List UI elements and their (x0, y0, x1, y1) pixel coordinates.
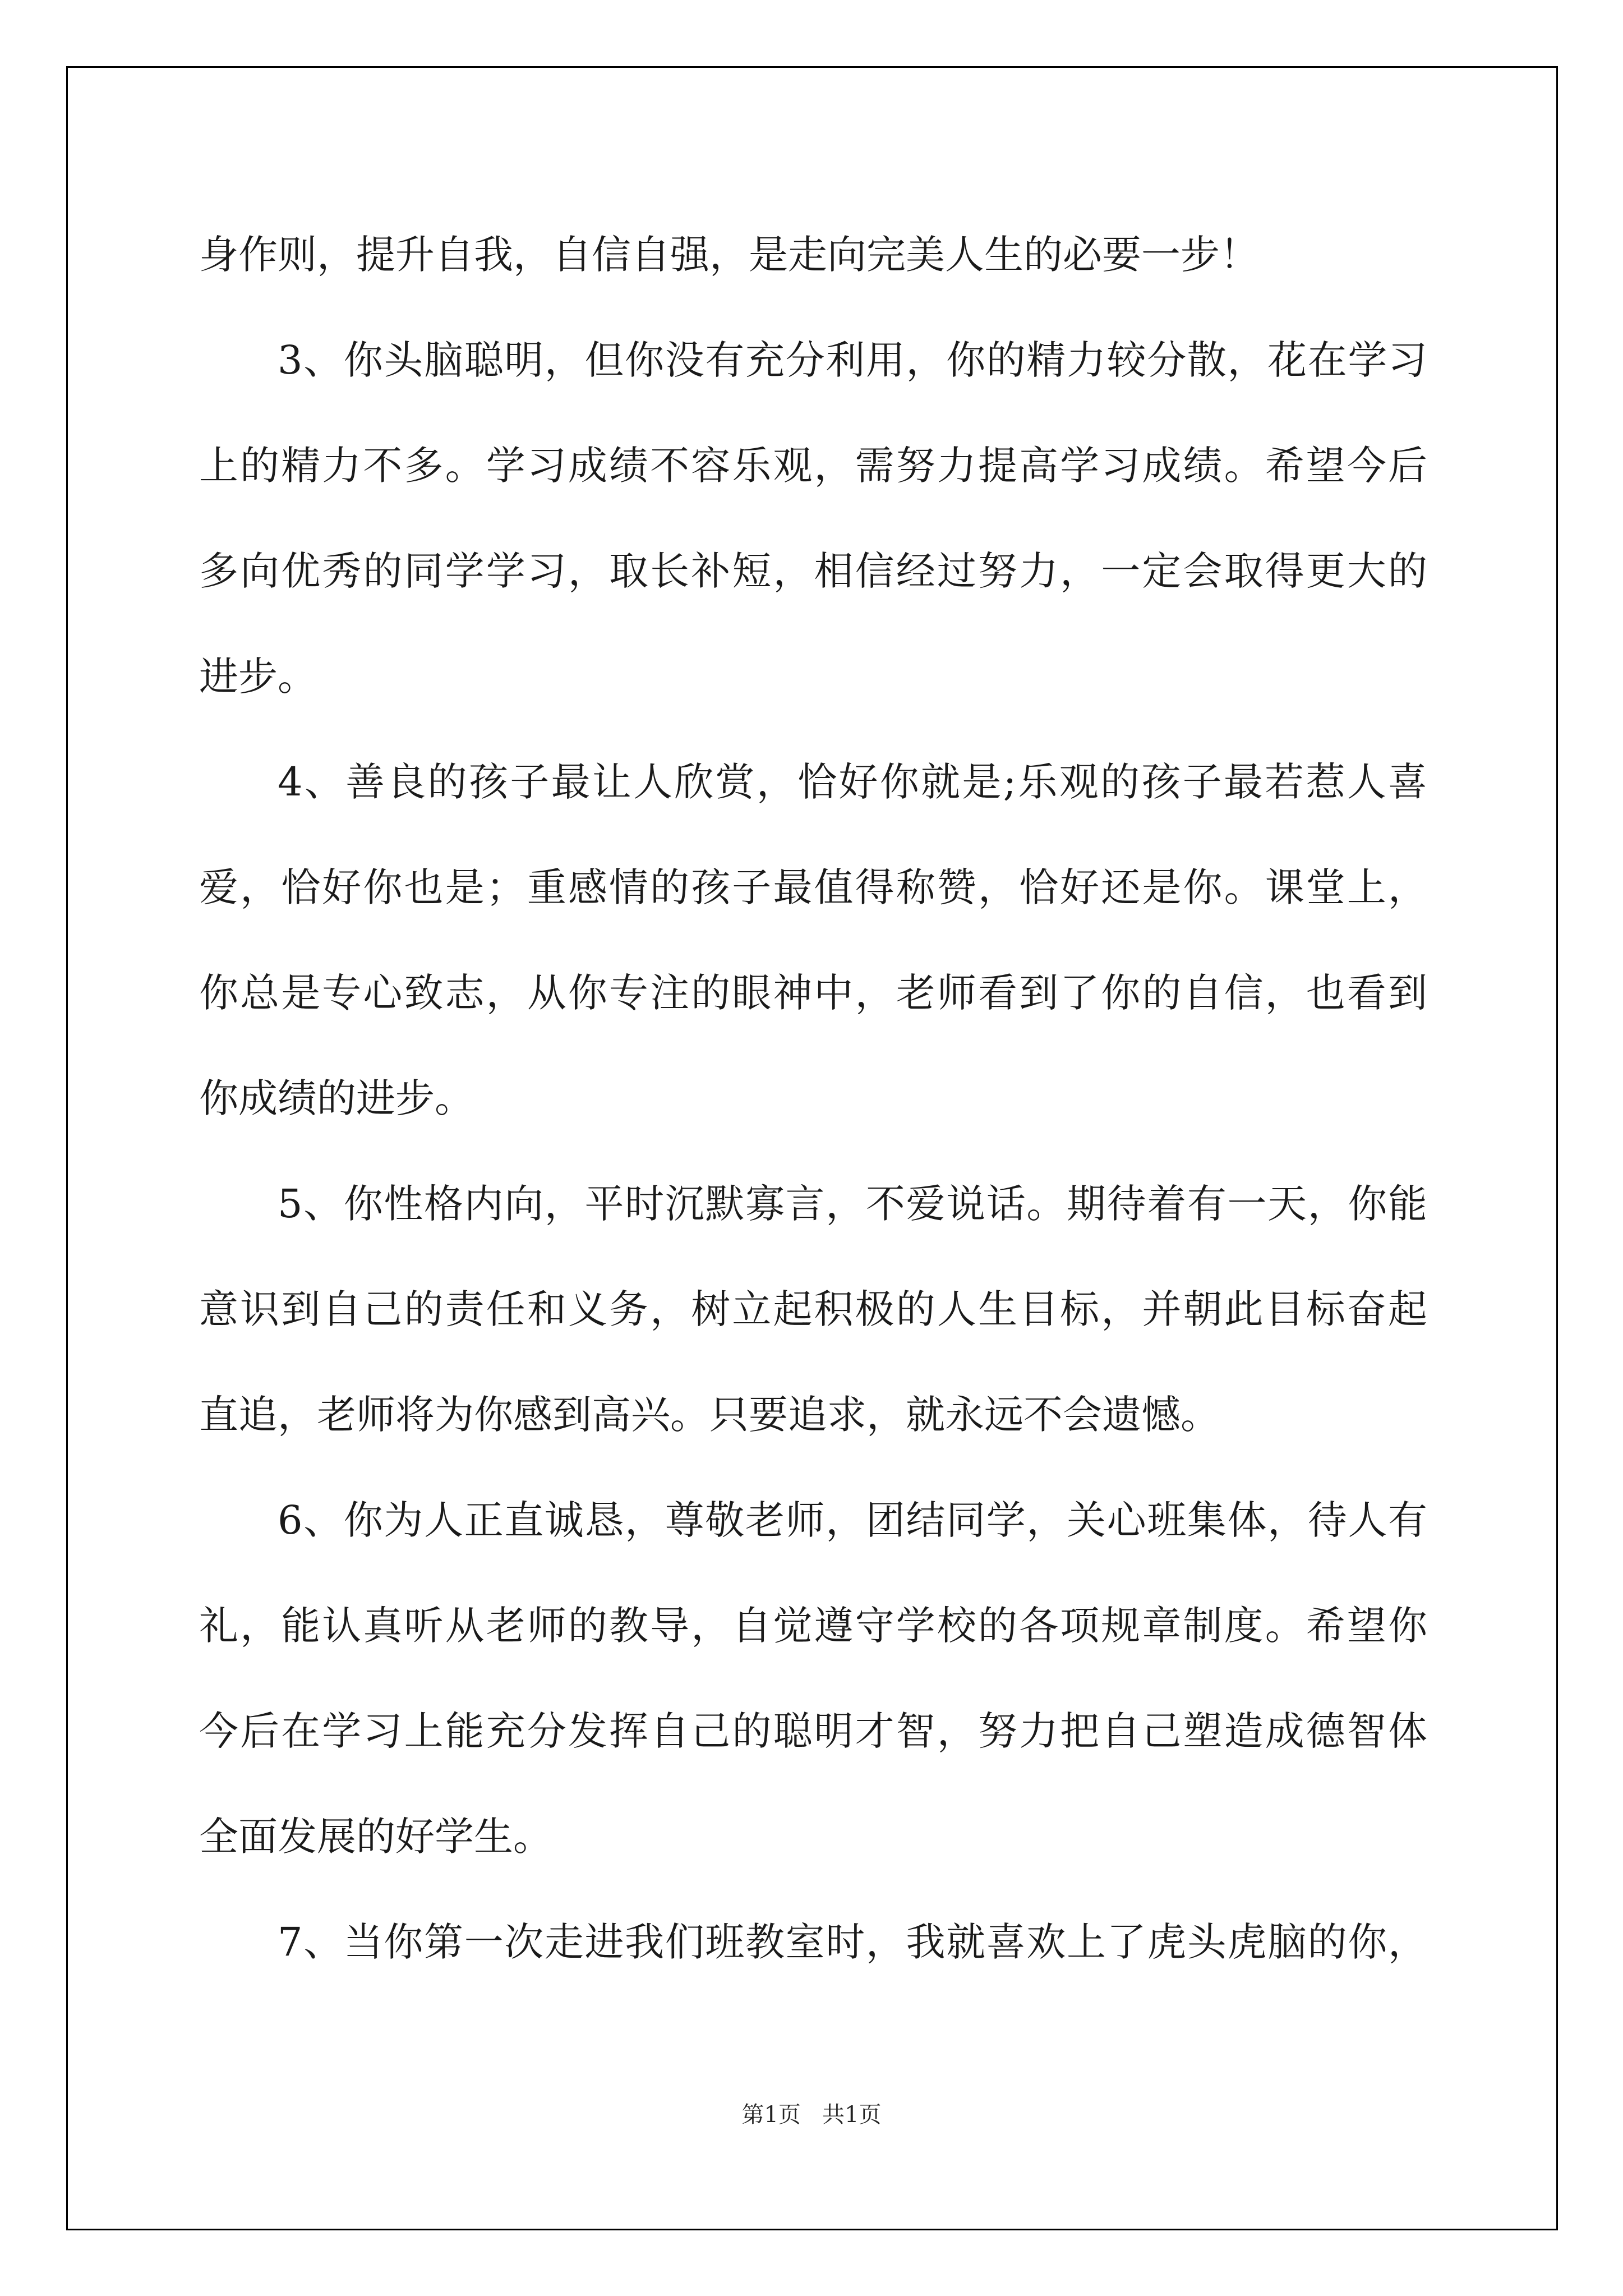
text-line: 7、当你第一次走进我们班教室时，我就喜欢上了虎头虎脑的你， (278, 1919, 1427, 1965)
text-line: 5、你性格内向，平时沉默寡言，不爱说话。期待着有一天，你能 (278, 1181, 1427, 1227)
text-line: 直追，老师将为你感到高兴。只要追求，就永远不会遗憾。 (199, 1392, 1220, 1438)
text-line: 意识到自己的责任和义务，树立起积极的人生目标，并朝此目标奋起 (199, 1286, 1427, 1332)
text-line: 多向优秀的同学学习，取长补短，相信经过努力，一定会取得更大的 (199, 548, 1427, 594)
document-body (199, 202, 1427, 1995)
text-line: 6、你为人正直诚恳，尊敬老师，团结同学，关心班集体，待人有 (278, 1497, 1427, 1543)
text-line: 礼，能认真听从老师的教导，自觉遵守学校的各项规章制度。希望你 (199, 1603, 1427, 1649)
text-line: 你成绩的进步。 (199, 1075, 474, 1121)
text-line: 身作则，提升自我，自信自强，是走向完美人生的必要一步！ (199, 232, 1259, 278)
text-line: 4、善良的孩子最让人欣赏，恰好你就是;乐观的孩子最若惹人喜 (278, 759, 1427, 805)
text-line: 进步。 (199, 654, 317, 700)
text-line: 全面发展的好学生。 (199, 1814, 552, 1860)
text-line: 爱，恰好你也是；重感情的孩子最值得称赞，恰好还是你。课堂上， (199, 864, 1427, 910)
text-line: 今后在学习上能充分发挥自己的聪明才智，努力把自己塑造成德智体 (199, 1708, 1427, 1754)
text-line: 3、你头脑聪明，但你没有充分利用，你的精力较分散，花在学习 (278, 337, 1427, 383)
text-line: 上的精力不多。学习成绩不容乐观，需努力提高学习成绩。希望今后 (199, 443, 1427, 489)
page-number-footer: 第1页 共1页 (741, 2102, 882, 2128)
text-line: 你总是专心致志，从你专注的眼神中，老师看到了你的自信，也看到 (199, 970, 1427, 1016)
